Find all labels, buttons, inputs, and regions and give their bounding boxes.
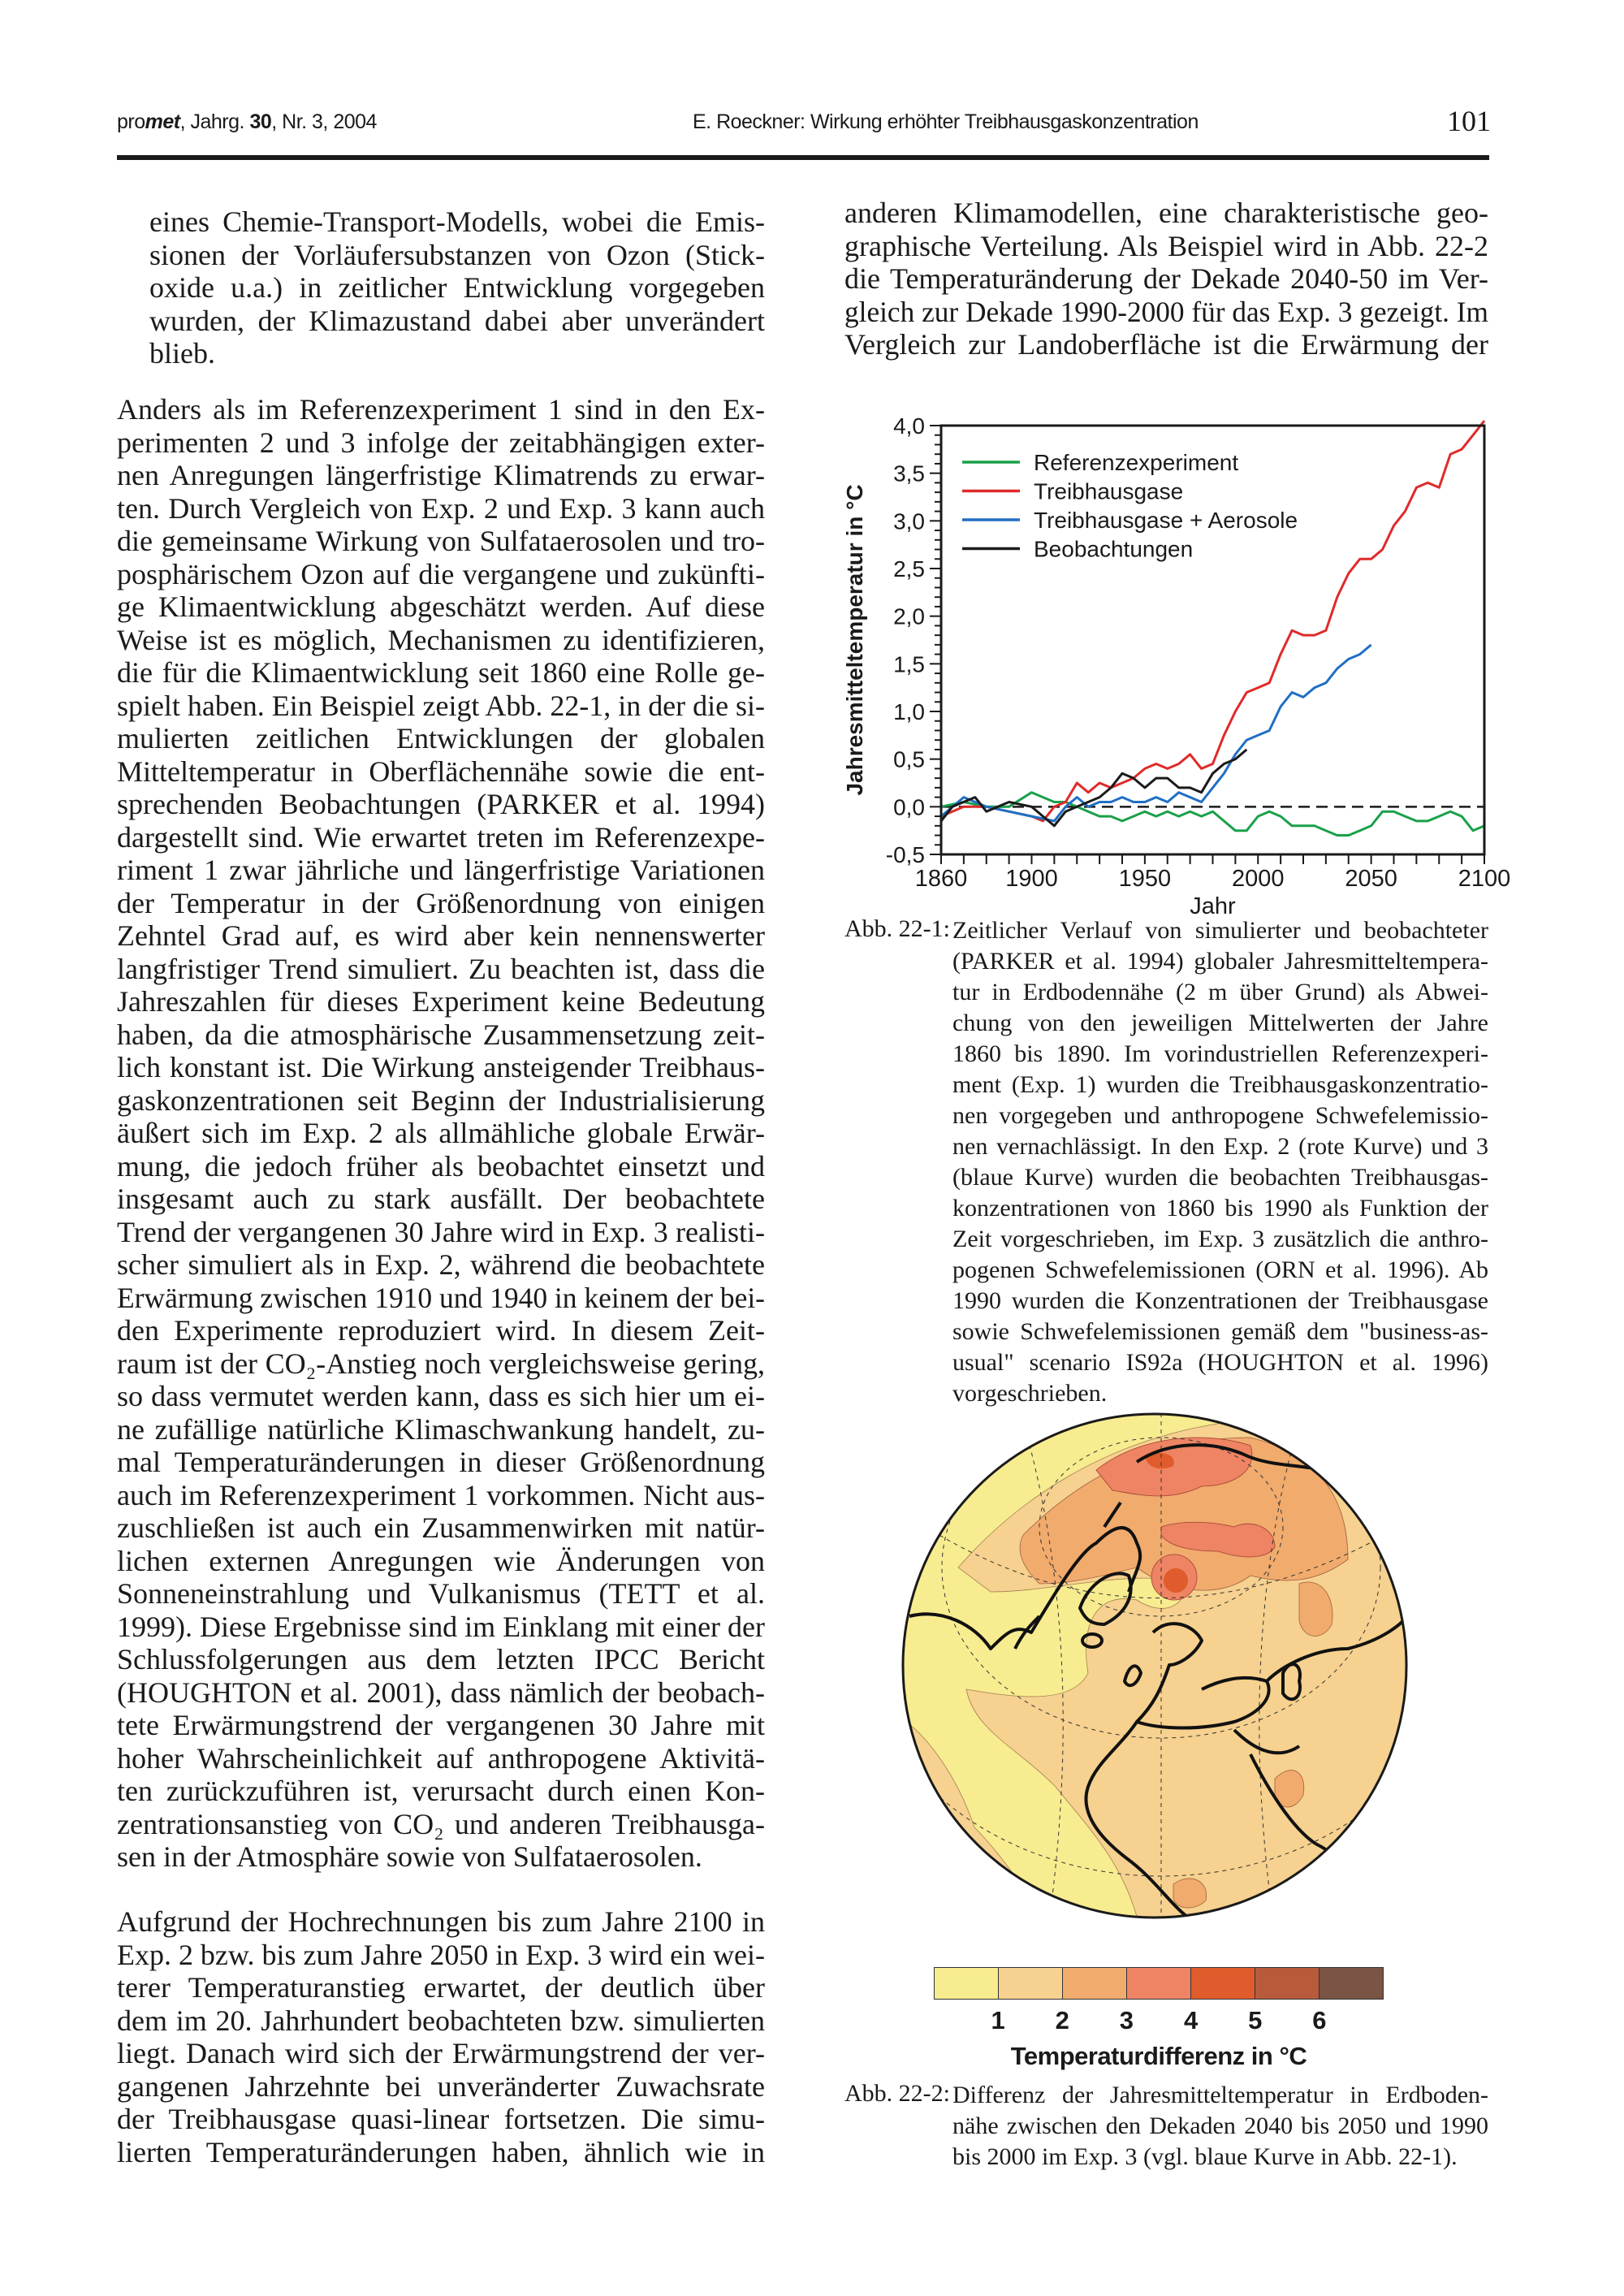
text-line	[117, 1183, 765, 1216]
text-line	[117, 1216, 765, 1249]
text-line-content: hoher Wahrscheinlichkeit auf anthropogene Aktivitä-	[117, 1741, 765, 1775]
text-line	[117, 426, 765, 460]
text-line-content: wurden, der Klimazustand dabei aber unverändert	[149, 304, 765, 337]
text-line-content: nähe zwischen den Dekaden 2040 bis 2050 und 1990	[952, 2112, 1488, 2139]
text-line	[117, 985, 765, 1018]
text-line-content: sen in der Atmosphäre sowie von Sulfataerosolen.	[117, 1840, 702, 1873]
text-line-content: die gemeinsame Wirkung von Sulfataerosolen und tro-	[117, 525, 765, 557]
text-line-content: der Treibhausgase quasi-linear fortsetzen. Die simu-	[117, 2103, 765, 2135]
colorbar-label: 2	[1055, 2006, 1069, 2034]
text-line-content: Jahreszahlen für dieses Experiment keine Bedeutung	[117, 985, 765, 1018]
series-line-treibhausgase-aerosole	[941, 645, 1371, 821]
text-line-content: gangenen Jahrzehnte bei unveränderter Zuwachsrate	[117, 2069, 765, 2103]
text-line-content: nen vernachlässigt. In den Exp. 2 (rote Kurve) und 3	[952, 1133, 1488, 1160]
plot-frame	[941, 426, 1484, 854]
text-line-content: dargestellt sind. Wie erwartet treten im Referenzexpe-	[117, 820, 765, 854]
text-line	[117, 558, 765, 591]
x-tick-label: 2100	[1458, 866, 1511, 892]
text-line	[952, 1193, 1488, 1224]
text-line	[117, 2037, 765, 2070]
text-line	[117, 1248, 765, 1282]
figure-2-label: Abb. 22-2:	[844, 2080, 950, 2107]
text-line-content: äußert sich im Exp. 2 als allmähliche globale Erwär-	[117, 1117, 765, 1149]
text-line	[952, 2142, 1488, 2173]
text-line	[149, 239, 765, 272]
x-tick-label: 1860	[914, 866, 968, 892]
colorbar-label: 4	[1183, 2006, 1199, 2034]
colorbar-label: 6	[1312, 2006, 1327, 2034]
text-line	[117, 788, 765, 821]
text-line	[117, 1084, 765, 1118]
text-line	[117, 1577, 765, 1611]
text-line-content: zentrationsanstieg von CO₂ und anderen Treibhausga-	[117, 1807, 765, 1840]
text-line-content: raum ist der CO₂-Anstieg noch vergleichsweise gering,	[117, 1347, 765, 1380]
text-line-content: pogenen Schwefelemissionen (ORN et al. 1996). Ab	[952, 1256, 1488, 1283]
temperature-chart	[812, 390, 1543, 926]
text-line-content: posphärischem Ozon auf die vergangene und zukünfti-	[117, 557, 765, 590]
text-line-content: Erwärmung zwischen 1910 und 1940 in keinem der bei-	[117, 1281, 765, 1314]
text-line	[952, 1347, 1488, 1378]
text-line-content: riment 1 zwar jährliche und längerfristige Variationen	[117, 854, 765, 886]
text-line	[117, 525, 765, 558]
text-line	[952, 946, 1488, 977]
figure-2-caption	[952, 2080, 1488, 2173]
text-line-content: eines Chemie-Transport-Modells, wobei die Emis-	[149, 205, 765, 238]
x-tick-label: 2000	[1231, 866, 1285, 892]
text-line-content: gaskonzentrationen seit Beginn der Industrialisierung	[117, 1083, 765, 1117]
colorbar	[934, 1967, 1384, 2000]
text-line-content: (HOUGHTON et al. 2001), dass nämlich der beobach-	[117, 1676, 765, 1709]
text-line	[952, 2080, 1488, 2111]
journal-name-em: met	[145, 110, 180, 133]
text-line-content: terer Temperaturanstieg erwartet, der deutlich über	[117, 1971, 765, 2004]
y-tick-label: 2,0	[893, 603, 925, 629]
y-tick-label: 3,0	[893, 508, 925, 534]
text-line	[844, 262, 1488, 296]
text-line-content: auch im Referenzexperiment 1 vorkommen. Nicht aus-	[117, 1478, 765, 1511]
text-line	[952, 1286, 1488, 1317]
text-line	[844, 197, 1488, 230]
y-tick-label: 4,0	[893, 413, 925, 439]
colorbar-swatch	[998, 1968, 1062, 1999]
text-line-content: ne zufällige natürliche Klimaschwankung handelt, zu-	[117, 1412, 765, 1446]
text-line	[952, 915, 1488, 946]
text-line	[149, 305, 765, 338]
colorbar-label: 5	[1248, 2006, 1263, 2034]
text-line	[952, 1070, 1488, 1100]
colorbar-swatch	[935, 1968, 998, 1999]
y-tick-label: 0,0	[893, 794, 925, 820]
text-line-content: der Temperatur in der Größenordnung von einigen	[117, 886, 765, 919]
text-line-content: (PARKER et al. 1994) globaler Jahresmitteltempera-	[952, 948, 1488, 975]
text-line	[952, 1255, 1488, 1286]
text-line	[117, 1709, 765, 1742]
text-line	[117, 722, 765, 755]
text-line-content: sowie Schwefelemissionen gemäß dem "business-as-	[952, 1318, 1488, 1345]
text-line-content: Anders als im Referenzexperiment 1 sind in den Ex-	[117, 393, 765, 426]
text-line-content: ten zurückzuführen ist, verursacht durch einen Kon-	[117, 1775, 765, 1807]
text-line-content: lich konstant ist. Die Wirkung ansteigender Treibhaus-	[117, 1051, 765, 1083]
x-tick-label: 1900	[1005, 866, 1058, 892]
text-line	[117, 1117, 765, 1150]
text-line-content: Zeit vorgeschrieben, im Exp. 3 zusätzlich die anthro-	[952, 1226, 1488, 1252]
text-line	[117, 1611, 765, 1644]
text-line-content: den Experimente reproduziert wird. In diesem Zeit-	[117, 1314, 765, 1347]
text-line	[117, 656, 765, 690]
text-line	[117, 1742, 765, 1775]
text-line	[117, 1150, 765, 1183]
y-tick-label: 1,5	[893, 651, 925, 677]
text-line-content: ment (Exp. 1) wurden die Treibhausgaskonzentratio-	[952, 1071, 1488, 1098]
text-line-content: chung von den jeweiligen Mittelwerten der Jahre	[952, 1010, 1488, 1036]
text-line-content: nen vorgegeben und anthropogene Schwefelemissio-	[952, 1102, 1488, 1129]
text-line	[844, 328, 1488, 361]
text-line	[117, 1413, 765, 1446]
text-line	[117, 1905, 765, 1939]
text-line-content: Zehntel Grad auf, es wird aber kein nennenswerter	[117, 919, 765, 952]
text-line	[117, 590, 765, 624]
text-line-content: gleich zur Dekade 1990-2000 für das Exp. 3 gezeigt. Im	[844, 295, 1488, 328]
text-line	[117, 1545, 765, 1578]
text-line-content: lierten Temperaturänderungen haben, ähnlich wie in	[117, 2135, 765, 2168]
text-line-content: perimenten 2 und 3 infolge der zeitabhängigen exter-	[117, 426, 765, 459]
text-line	[952, 1162, 1488, 1193]
left-paragraph-3	[117, 1905, 765, 2168]
text-line-content: Vergleich zur Landoberfläche ist die Erwärmung der	[844, 328, 1488, 361]
colorbar-swatch	[1062, 1968, 1126, 1999]
text-line	[117, 1643, 765, 1676]
text-line	[844, 296, 1488, 329]
colorbar-swatch	[1190, 1968, 1255, 1999]
journal-name-pre: pro	[117, 110, 145, 133]
text-line	[117, 1018, 765, 1052]
text-line-content: graphische Verteilung. Als Beispiel wird in Abb. 22-2	[844, 229, 1488, 262]
text-line-content: 1999). Diese Ergebnisse sind im Einklang mit einer der	[117, 1610, 765, 1643]
y-tick-label: 0,5	[893, 746, 925, 772]
issue-text: , Jahrg.	[179, 110, 250, 133]
text-line	[117, 459, 765, 492]
text-line-content: Schlussfolgerungen aus dem letzten IPCC Bericht	[117, 1643, 765, 1676]
text-line	[117, 919, 765, 953]
warming-region-2-3-d	[1173, 1879, 1207, 1908]
volume-number: 30	[249, 110, 272, 133]
warming-region-4-5	[1164, 1568, 1188, 1593]
text-line-content: sionen der Vorläufersubstanzen von Ozon (Stick-	[149, 238, 765, 271]
text-line-content: Mitteltemperatur in Oberflächennähe sowie die ent-	[117, 755, 765, 788]
y-tick-label: 1,0	[893, 699, 925, 724]
colorbar-label: 3	[1119, 2006, 1134, 2034]
text-line	[117, 854, 765, 887]
text-line	[117, 1314, 765, 1347]
text-line	[117, 1676, 765, 1710]
text-line	[952, 2111, 1488, 2142]
text-line-content: mung, die jedoch früher als beobachtet einsetzt und	[117, 1149, 765, 1183]
text-line	[952, 1100, 1488, 1131]
text-line	[952, 977, 1488, 1008]
journal-citation	[117, 110, 377, 134]
text-line	[117, 1446, 765, 1479]
text-line-content: Sonneneinstrahlung und Vulkanismus (TETT et al.	[117, 1577, 765, 1610]
text-line-content: ge Klimaentwicklung abgeschätzt werden. Auf diese	[117, 590, 765, 623]
text-line	[117, 1051, 765, 1084]
x-tick-label: 1950	[1118, 866, 1172, 892]
text-line-content: insgesamt auch zu stark ausfällt. Der beobachtete	[117, 1183, 765, 1215]
series-line-treibhausgase	[941, 421, 1484, 821]
text-line-content: vorgeschrieben.	[952, 1380, 1108, 1407]
text-line-content: Differenz der Jahresmitteltemperatur in Erdboden-	[952, 2082, 1488, 2108]
colorbar-swatch	[1255, 1968, 1319, 1999]
text-line-content: zuschließen ist auch ein Zusammenwirken mit natür-	[117, 1511, 765, 1544]
text-line	[952, 1317, 1488, 1347]
y-tick-label: 3,5	[893, 460, 925, 486]
text-line-content: liegt. Danach wird sich der Erwärmungstrend der ver-	[117, 2037, 765, 2069]
text-line-content: (blaue Kurve) wurden die beobachten Treibhausgas-	[952, 1164, 1488, 1191]
colorbar-swatch	[1319, 1968, 1383, 1999]
text-line	[117, 2103, 765, 2136]
colorbar-label: 1	[991, 2006, 1005, 2034]
colorbar-swatch	[1126, 1968, 1190, 1999]
text-line-content: mulierten zeitlichen Entwicklungen der globalen	[117, 722, 765, 755]
text-line	[117, 1808, 765, 1841]
colorbar-title: Temperaturdifferenz in °C	[1010, 2042, 1307, 2070]
text-line	[149, 205, 765, 239]
left-paragraph-2	[117, 393, 765, 1874]
text-line-content: scher simuliert als in Exp. 2, während die beobachtete	[117, 1248, 765, 1281]
x-tick-label: 2050	[1345, 866, 1397, 892]
text-line	[117, 1971, 765, 2004]
text-line	[117, 953, 765, 986]
text-line	[952, 1008, 1488, 1039]
y-axis-label: Jahresmitteltemperatur in °C	[842, 484, 867, 796]
text-line	[117, 1840, 765, 1874]
text-line	[952, 1224, 1488, 1255]
text-line-content: spielt haben. Ein Beispiel zeigt Abb. 22-1, in der die si-	[117, 689, 765, 722]
text-line	[117, 1347, 765, 1381]
legend-label: Beobachtungen	[1034, 536, 1194, 562]
text-line	[952, 1131, 1488, 1162]
text-line-content: Zeitlicher Verlauf von simulierter und beobachteter	[952, 917, 1488, 944]
text-line-content: langfristiger Trend simuliert. Zu beachten ist, dass die	[117, 952, 765, 985]
text-line	[117, 1511, 765, 1545]
text-line-content: Exp. 2 bzw. bis zum Jahre 2050 in Exp. 3 wird ein wei-	[117, 1938, 765, 1971]
text-line	[117, 1479, 765, 1512]
page-number: 101	[1447, 105, 1491, 137]
text-line-content: oxide u.a.) in zeitlicher Entwicklung vorgegeben	[149, 271, 765, 304]
text-line-content: Trend der vergangenen 30 Jahre wird in Exp. 3 realisti-	[117, 1215, 765, 1248]
text-line-content: dem im 20. Jahrhundert beobachteten bzw. simulierten	[117, 2004, 765, 2037]
text-line	[117, 690, 765, 723]
text-line	[117, 2004, 765, 2038]
text-line	[117, 2070, 765, 2104]
text-line-content: anderen Klimamodellen, eine charakteristische geo-	[844, 197, 1488, 229]
text-line	[117, 624, 765, 657]
text-line	[844, 230, 1488, 263]
text-line-content: 1990 wurden die Konzentrationen der Treibhausgase	[952, 1287, 1488, 1314]
text-line	[117, 1380, 765, 1413]
text-line-content: tete Erwärmungstrend der vergangenen 30 Jahre mit	[117, 1709, 765, 1741]
text-line-content: bis 2000 im Exp. 3 (vgl. blaue Kurve in Abb. 22-1).	[952, 2143, 1458, 2170]
text-line-content: die für die Klimaentwicklung seit 1860 eine Rolle ge-	[117, 656, 765, 689]
x-axis-label: Jahr	[1190, 893, 1236, 919]
text-line-content: Aufgrund der Hochrechnungen bis zum Jahre 2100 in	[117, 1905, 765, 1938]
text-line-content: tur in Erdbodennähe (2 m über Grund) als Abwei-	[952, 979, 1488, 1005]
text-line-content: Weise ist es möglich, Mechanismen zu identifizieren,	[117, 623, 765, 656]
text-line-content: blieb.	[149, 337, 215, 370]
text-line	[149, 271, 765, 305]
running-title: E. Roeckner: Wirkung erhöhter Treibhausgaskonzentration	[693, 110, 1199, 133]
text-line-content: usual" scenario IS92a (HOUGHTON et al. 1996)	[952, 1349, 1488, 1376]
legend-label: Treibhausgase	[1034, 478, 1184, 504]
text-line	[117, 755, 765, 789]
text-line-content: konzentrationen von 1860 bis 1990 als Funktion der	[952, 1195, 1488, 1222]
legend-label: Treibhausgase + Aerosole	[1034, 508, 1298, 533]
text-line	[117, 821, 765, 854]
issue-text-2: , Nr. 3, 2004	[271, 110, 377, 133]
text-line	[117, 492, 765, 525]
text-line-content: sprechenden Beobachtungen (PARKER et al. 1994)	[117, 788, 765, 820]
text-line-content: 1860 bis 1890. Im vorindustriellen Referenzexperi-	[952, 1040, 1488, 1067]
legend-label: Referenzexperiment	[1034, 450, 1239, 475]
header-rule	[117, 155, 1489, 160]
text-line	[117, 2136, 765, 2169]
text-line	[149, 337, 765, 370]
text-line-content: lichen externen Anregungen wie Änderungen von	[117, 1544, 765, 1577]
text-line-content: mal Temperaturänderungen in dieser Größenordnung	[117, 1446, 765, 1478]
text-line	[117, 393, 765, 426]
text-line-content: so dass vermutet werden kann, dass es sich hier um ei-	[117, 1380, 765, 1412]
text-line	[117, 887, 765, 920]
y-tick-label: 2,5	[893, 556, 925, 582]
text-line-content: die Temperaturänderung der Dekade 2040-50 im Ver-	[844, 262, 1488, 295]
text-line-content: nen Anregungen längerfristige Klimatrends zu erwar-	[117, 459, 765, 491]
right-paragraph-1	[844, 197, 1488, 361]
text-line-content: ten. Durch Vergleich von Exp. 2 und Exp. 3 kann auch	[117, 491, 765, 525]
text-line	[117, 1775, 765, 1808]
text-line-content: haben, da die atmosphärische Zusammensetzung zeit-	[117, 1018, 765, 1051]
y-tick-label: -0,5	[885, 842, 925, 867]
figure-1-label: Abb. 22-1:	[844, 915, 950, 942]
text-line	[117, 1939, 765, 1972]
globe-temperature-map	[893, 1405, 1429, 1933]
text-line	[952, 1039, 1488, 1070]
left-paragraph-1	[149, 205, 765, 370]
figure-1-caption	[952, 915, 1488, 1409]
text-line	[117, 1282, 765, 1315]
